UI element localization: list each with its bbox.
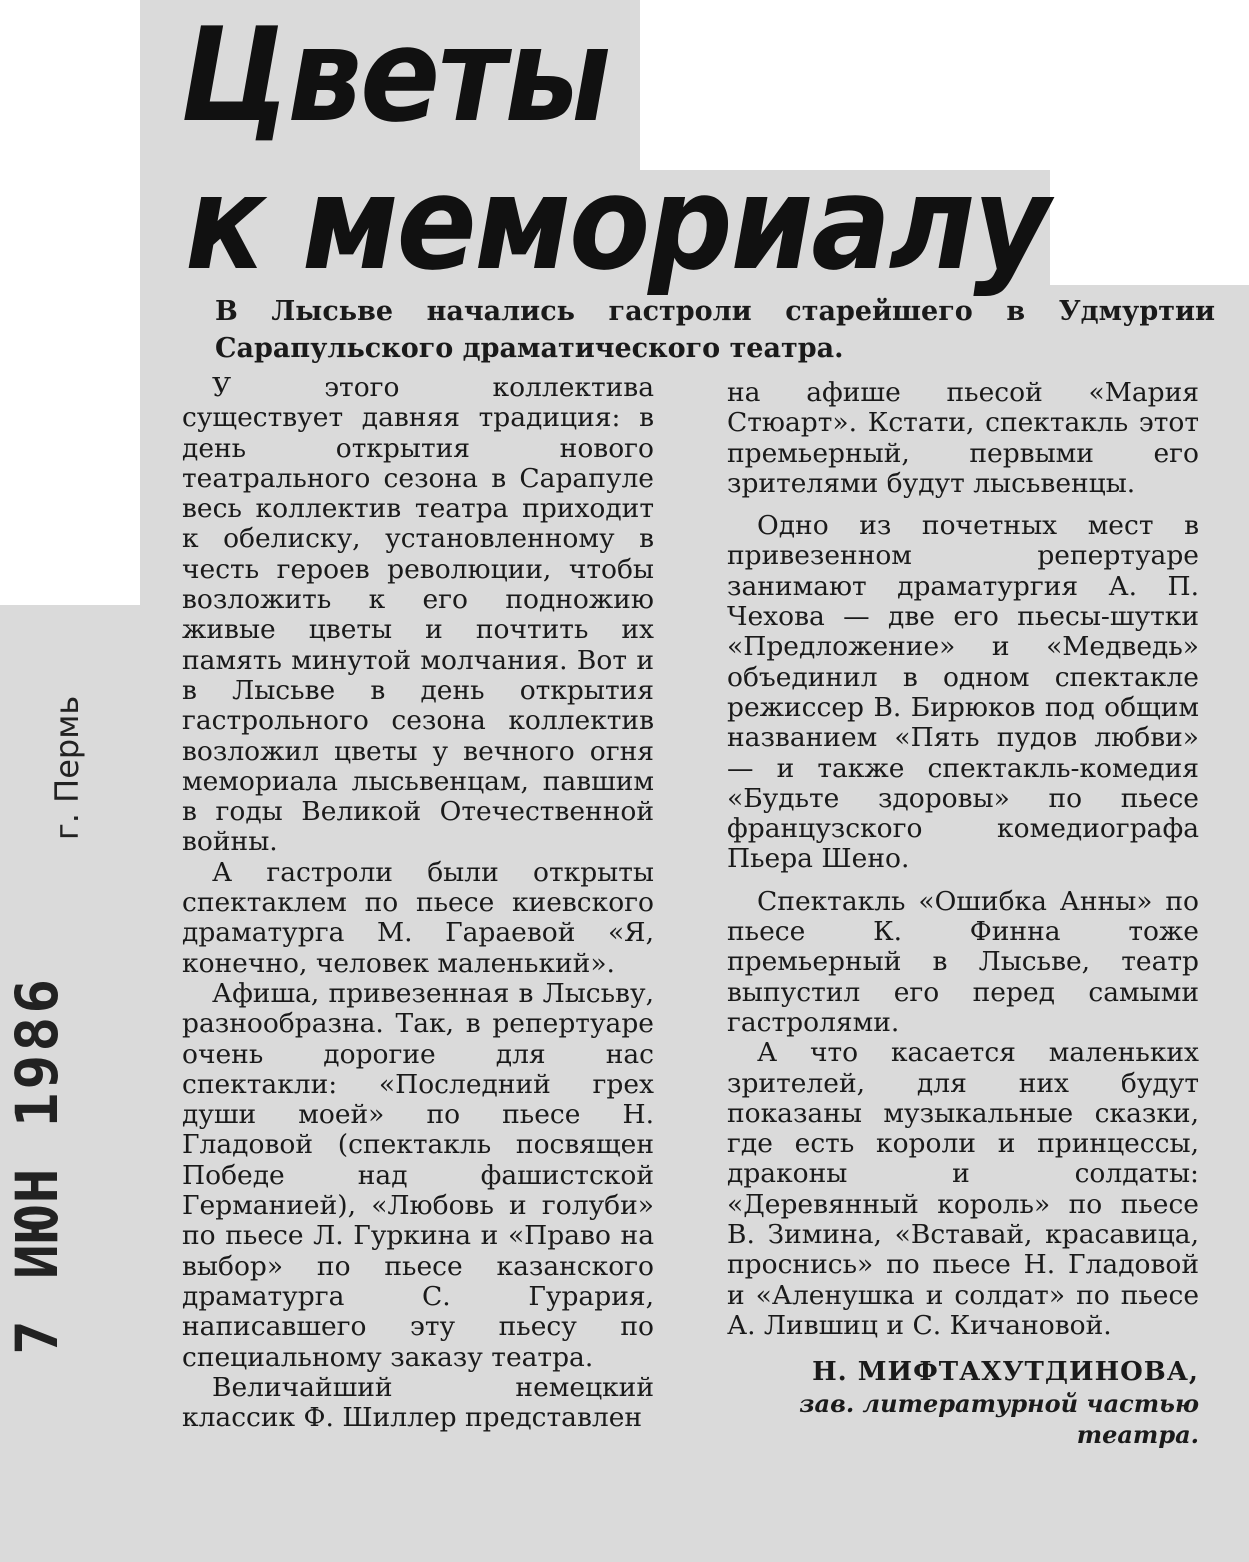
paragraph-anna: Спектакль «Ошибка Анны» по пьесе К. Финна тоже премьерный в Лысьве, театр выпустил его перед самыми гастролями. xyxy=(727,885,1199,1038)
paragraph-schiller: Величайший немецкий классик Ф. Шиллер представлен xyxy=(182,1371,654,1434)
paragraph-opening-play: А гастроли были открыты спектаклем по пьесе киевского драматурга М. Гараевой «Я, конечно, человек маленький». xyxy=(182,856,654,979)
article-column-right xyxy=(727,378,1199,1450)
stamp-city: г. Пермь xyxy=(48,695,86,840)
headline-line-1: Цветы xyxy=(180,0,610,151)
author-role-line-2: театра. xyxy=(1076,1420,1199,1450)
paragraph-tradition: У этого коллектива существует давняя традиция: в день открытия нового театрального сезона в Сарапуле весь коллектив театра приходит к обелиску, установленному в честь героев революции, чтобы возложить к его подножию живые цветы и почтить их память минутой молчания. Вот и в Лысьве в день открытия гастрольного сезона коллектив возложил цветы у вечного огня мемориала лысьвенцам, павшим в годы Великой Отечественной войны. xyxy=(182,372,654,858)
article-lead: В Лысьве начались гастроли старейшего в Удмуртии Сарапульского драматического театра. xyxy=(215,296,1215,364)
paragraph-maria-stuart: на афише пьесой «Мария Стюарт». Кстати, спектакль этот премьерный, первыми его зрителями будут лысьвенцы. xyxy=(727,377,1199,499)
headline-line-2: к мемориалу xyxy=(185,147,1049,299)
stamp-date: 7 ИЮН 1986 xyxy=(3,975,71,1355)
author-name: Н. МИФТАХУТДИНОВА, xyxy=(812,1357,1199,1388)
article-column-left xyxy=(182,373,654,1433)
paragraph-repertoire: Афиша, привезенная в Лысьву, разнообразна. Так, в репертуаре очень дорогие для нас спектакли: «Последний грех души моей» по пьесе Н. Гладовой (спектакль посвящен Победе над фашистской Германией), «Любовь и голуби» по пьесе Л. Гуркина и «Право на выбор» по пьесе казанского драматурга С. Гурария, написавшего эту пьесу по специальному заказу театра. xyxy=(182,977,654,1373)
author-role-line-1: зав. литературной частью xyxy=(799,1389,1199,1419)
date-stamp xyxy=(5,976,69,1355)
paragraph-children: А что касается маленьких зрителей, для них будут показаны музыкальные сказки, где есть короли и принцессы, драконы и солдаты: «Деревянный король» по пьесе В. Зимина, «Вставай, красавица, проснись» по пьесе Н. Гладовой и «Аленушка и солдат» по пьесе А. Лившиц и С. Кичановой. xyxy=(727,1037,1199,1341)
paragraph-chekhov: Одно из почетных мест в привезенном репертуаре занимают драматургия А. П. Чехова — две его пьесы-шутки «Предложение» и «Медведь» объединил в одном спектакле режиссер В. Бирюков под общим названием «Пять пудов любви» — и также спектакль-комедия «Будьте здоровы» по пьесе французского комедиографа Пьера Шено. xyxy=(727,510,1199,875)
author-signature xyxy=(727,1357,1199,1450)
